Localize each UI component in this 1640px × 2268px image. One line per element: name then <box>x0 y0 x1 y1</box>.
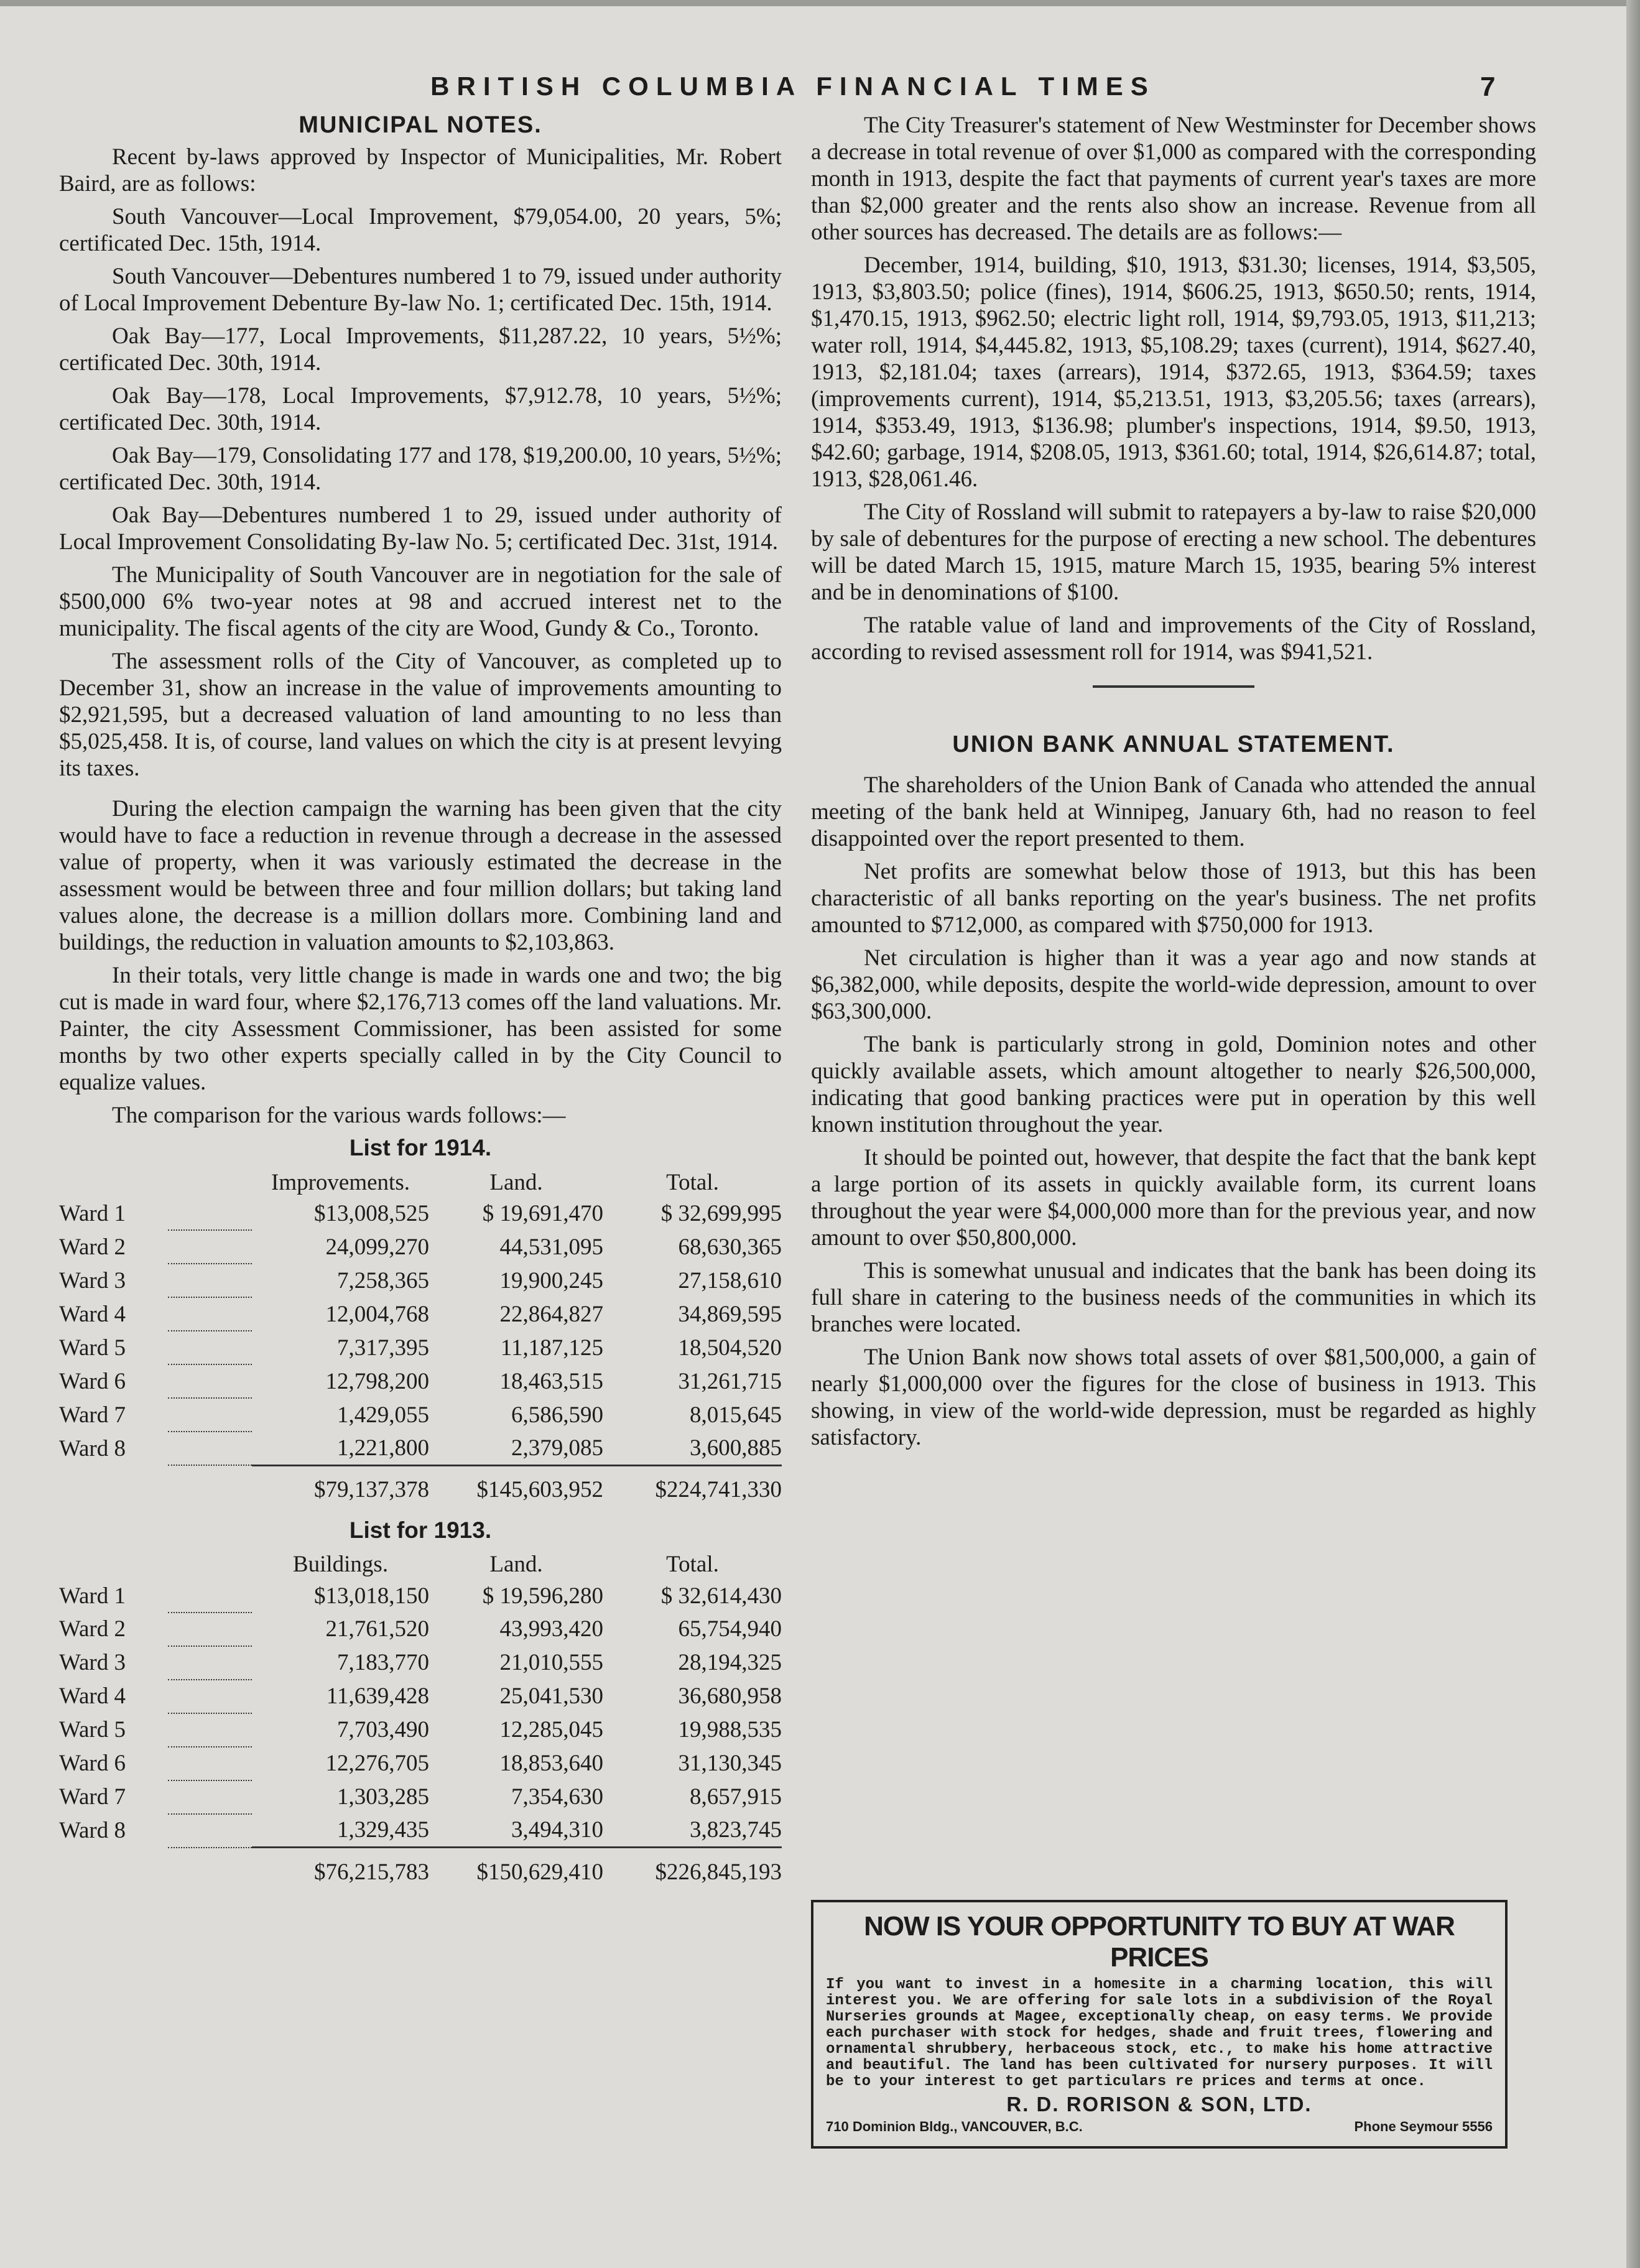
table-row <box>59 1814 782 1848</box>
leader-dots <box>168 1264 252 1297</box>
value-cell: $ 19,691,470 <box>482 1201 603 1226</box>
ad-headline: NOW IS YOUR OPPORTUNITY TO BUY AT WAR PRICES <box>864 1911 1455 1973</box>
value-cell: 34,869,595 <box>678 1301 782 1327</box>
value-cell: 8,657,915 <box>690 1784 782 1810</box>
value-cell: 44,531,095 <box>499 1234 603 1260</box>
paragraph: The ratable value of land and improvements of the City of Rossland, according to revised assessment roll for 1914, was $941,521. <box>811 613 1536 665</box>
leader-dots <box>168 1814 252 1848</box>
value-cell: 19,900,245 <box>499 1267 603 1294</box>
paragraph: The Union Bank now shows total assets of over $81,500,000, a gain of nearly $1,000,000 over the figures for the close of business in 1913. This showing, in view of the world-wide depression, must be regarded as highly satisfactory. <box>811 1345 1536 1450</box>
leader-dots <box>168 1713 252 1747</box>
value-cell: 11,187,125 <box>500 1335 603 1361</box>
value-cell: 31,130,345 <box>678 1751 782 1776</box>
value-cell: 12,276,705 <box>325 1751 429 1776</box>
value-cell: 25,041,530 <box>499 1683 603 1709</box>
col-header: Improvements. <box>271 1169 410 1195</box>
table-row <box>59 1364 782 1398</box>
section-divider <box>1093 685 1254 688</box>
list-1914-title: List for 1914. <box>349 1135 492 1160</box>
value-cell: 21,761,520 <box>325 1616 429 1642</box>
table-1913 <box>59 1550 782 1891</box>
leader-dots <box>168 1432 252 1465</box>
ward-label: Ward 3 <box>59 1650 126 1675</box>
paragraph: Net circulation is higher than it was a year ago and now stands at $6,382,000, while deposits, despite the world-wide depression, amount to over $63,300,000. <box>811 945 1536 1024</box>
running-header: BRITISH COLUMBIA FINANCIAL TIMES <box>430 72 1156 101</box>
leader-dots <box>168 1297 252 1331</box>
total-cell: $76,215,783 <box>252 1848 429 1891</box>
leader-dots <box>168 1580 252 1613</box>
value-cell: 7,258,365 <box>337 1267 429 1294</box>
union-bank-heading: UNION BANK ANNUAL STATEMENT. <box>952 731 1395 757</box>
list-1913-title: List for 1913. <box>349 1517 492 1543</box>
value-cell: 68,630,365 <box>678 1234 782 1260</box>
leader-dots <box>168 1613 252 1646</box>
paragraph: The City Treasurer's statement of New Westminster for December shows a decrease in total revenue of over $1,000 as compared with the corresponding month in 1913, despite the fact that payments of current year's taxes are more than $2,000 greater and the rents also show an increase. Revenue from all other sources has decreased. The details are as follows:— <box>811 113 1536 245</box>
totals-spacer <box>59 1465 252 1509</box>
ward-label: Ward 5 <box>59 1335 126 1361</box>
ward-label: Ward 5 <box>59 1717 126 1743</box>
table-row <box>59 1264 782 1297</box>
totals-row <box>59 1848 782 1891</box>
value-cell: 31,261,715 <box>678 1368 782 1394</box>
totals-row <box>59 1465 782 1509</box>
leader-dots <box>168 1747 252 1780</box>
col-header: Total. <box>666 1169 719 1195</box>
paragraph: It should be pointed out, however, that despite the fact that the bank kept a large portion of its assets in quickly available form, its current loans throughout the year were $4,000,000 more than for the previous year, and now amount to over $50,800,000. <box>811 1145 1536 1251</box>
value-cell: $13,018,150 <box>314 1583 429 1609</box>
value-cell: $ 19,596,280 <box>482 1583 603 1609</box>
paragraph: Oak Bay—Debentures numbered 1 to 29, issued under authority of Local Improvement Consolidating By-law No. 5; certificated Dec. 31st, 1914. <box>59 502 782 555</box>
leader-dots <box>168 1680 252 1713</box>
value-cell: 7,317,395 <box>337 1335 429 1361</box>
paragraph: South Vancouver—Debentures numbered 1 to 79, issued under authority of Local Improvement Debenture By-law No. 1; certificated Dec. 15th, 1914. <box>59 264 782 316</box>
paragraph: The assessment rolls of the City of Vancouver, as completed up to December 31, show an increase in the value of improvements amounting to $2,921,595, but a decreased valuation of land amounting to no less than $5,025,458. It is, of course, land values on which the city is at present levying its taxes. <box>59 649 782 781</box>
ad-address: 710 Dominion Bldg., VANCOUVER, B.C. <box>826 2119 1083 2134</box>
table-row <box>59 1398 782 1432</box>
leader-dots <box>168 1230 252 1264</box>
ward-label: Ward 4 <box>59 1683 126 1709</box>
total-cell: $145,603,952 <box>429 1465 603 1509</box>
leader-dots <box>168 1398 252 1432</box>
municipal-notes-heading: MUNICIPAL NOTES. <box>299 112 542 138</box>
ad-footer <box>826 2119 1493 2135</box>
value-cell: 8,015,645 <box>690 1402 782 1428</box>
leader-dots <box>168 1780 252 1814</box>
table-row <box>59 1747 782 1780</box>
value-cell: 27,158,610 <box>678 1267 782 1294</box>
table-row <box>59 1780 782 1814</box>
value-cell: 36,680,958 <box>678 1683 782 1709</box>
ward-label: Ward 2 <box>59 1616 126 1642</box>
value-cell: 18,853,640 <box>499 1751 603 1776</box>
value-cell: 22,864,827 <box>499 1301 603 1327</box>
value-cell: 43,993,420 <box>499 1616 603 1642</box>
totals-spacer <box>59 1848 252 1891</box>
ward-label: Ward 2 <box>59 1234 126 1260</box>
value-cell: 3,600,885 <box>690 1435 782 1461</box>
table-row <box>59 1197 782 1230</box>
total-cell: $224,741,330 <box>603 1465 782 1509</box>
ward-label: Ward 6 <box>59 1751 126 1776</box>
leader-dots <box>168 1364 252 1398</box>
paragraph: Oak Bay—178, Local Improvements, $7,912.78, 10 years, 5½%; certificated Dec. 30th, 1914. <box>59 383 782 435</box>
value-cell: 12,285,045 <box>499 1717 603 1743</box>
table-row <box>59 1713 782 1747</box>
paragraph: The comparison for the various wards follows:— <box>112 1103 566 1128</box>
table-row <box>59 1613 782 1646</box>
value-cell: $13,008,525 <box>314 1201 429 1226</box>
ward-label: Ward 1 <box>59 1583 126 1609</box>
paragraph: Oak Bay—177, Local Improvements, $11,287.22, 10 years, 5½%; certificated Dec. 30th, 1914. <box>59 323 782 376</box>
table-row <box>59 1331 782 1364</box>
value-cell: 1,221,800 <box>337 1435 429 1461</box>
value-cell: 7,703,490 <box>337 1717 429 1743</box>
value-cell: 7,183,770 <box>337 1650 429 1675</box>
value-cell: 7,354,630 <box>511 1784 603 1810</box>
paragraph: Oak Bay—179, Consolidating 177 and 178, $19,200.00, 10 years, 5½%; certificated Dec. 30th, 1914. <box>59 443 782 495</box>
value-cell: $ 32,699,995 <box>660 1201 782 1226</box>
paragraph: December, 1914, building, $10, 1913, $31.30; licenses, 1914, $3,505, 1913, $3,803.50; police (fines), 1914, $606.25, 1913, $650.50; rents, 1914, $1,470.15, 1913, $962.50; electric light roll, 1914, $9,793.05, 1913, $11,213; water roll, 1914, $4,445.82, 1913, $5,108.29; taxes (current), 1914, $627.40, 1913, $2,181.04; taxes (arrears), 1914, $372.65, 1913, $364.59; taxes (improvements current), 1914, $5,213.51, 1913, $3,205.56; taxes (arrears), 1914, $353.49, 1913, $136.98; plumber's inspections, 1914, $9.50, 1913, $42.60; garbage, 1914, $208.05, 1913, $361.60; total, 1914, $26,614.87; total, 1913, $28,061.46. <box>811 252 1536 492</box>
leader-dots <box>168 1197 252 1230</box>
table-row <box>59 1646 782 1680</box>
paragraph: Recent by-laws approved by Inspector of Municipalities, Mr. Robert Baird, are as follows: <box>59 144 782 197</box>
value-cell: 65,754,940 <box>678 1616 782 1642</box>
table-row <box>59 1230 782 1264</box>
ad-phone: Phone Seymour 5556 <box>1354 2119 1493 2134</box>
page-number: 7 <box>1480 72 1496 102</box>
ward-label: Ward 1 <box>59 1201 126 1226</box>
value-cell: $ 32,614,430 <box>660 1583 782 1609</box>
value-cell: 2,379,085 <box>511 1435 603 1461</box>
ward-label: Ward 8 <box>59 1818 126 1843</box>
leader-dots <box>168 1331 252 1364</box>
col-header: Land. <box>489 1169 543 1195</box>
value-cell: 19,988,535 <box>678 1717 782 1743</box>
ward-label: Ward 7 <box>59 1784 126 1810</box>
table-row <box>59 1580 782 1613</box>
table-row <box>59 1680 782 1713</box>
value-cell: 12,798,200 <box>325 1368 429 1394</box>
ad-body: If you want to invest in a homesite in a charming location, this will interest you. We are offering for sale lots in a subdivision of the Royal Nurseries grounds at Magee, exceptionally cheap, on easy terms. We provide each purchaser with stock for hedges, shade and fruit trees, flowering and ornamental shrubbery, herbaceous stock, etc., to make his home attractive and beautiful. The land has been cultivated for nursery purposes. It will be to your interest to get particulars re prices and terms at once. <box>826 1976 1493 2090</box>
value-cell: 6,586,590 <box>511 1402 603 1428</box>
value-cell: 28,194,325 <box>678 1650 782 1675</box>
advertisement-box <box>811 1900 1508 2149</box>
total-cell: $79,137,378 <box>252 1465 429 1509</box>
col-header: Total. <box>666 1552 719 1577</box>
leader-dots <box>168 1646 252 1680</box>
table-row <box>59 1432 782 1465</box>
col-header: Buildings. <box>292 1552 389 1577</box>
value-cell: 18,463,515 <box>499 1368 603 1394</box>
table-row <box>59 1297 782 1331</box>
right-column <box>811 112 1536 1457</box>
paragraph: This is somewhat unusual and indicates that the bank has been doing its full share in catering to the business needs of the communities in which its branches were located. <box>811 1258 1536 1337</box>
value-cell: 1,329,435 <box>337 1817 429 1843</box>
total-cell: $150,629,410 <box>429 1848 603 1891</box>
value-cell: 1,303,285 <box>337 1784 429 1810</box>
paragraph: The City of Rossland will submit to ratepayers a by-law to raise $20,000 by sale of debentures for the purpose of erecting a new school. The debentures will be dated March 15, 1915, mature March 15, 1935, bearing 5% interest and be in denominations of $100. <box>811 499 1536 605</box>
value-cell: 3,823,745 <box>690 1817 782 1843</box>
ward-label: Ward 6 <box>59 1368 126 1394</box>
paragraph: The Municipality of South Vancouver are in negotiation for the sale of $500,000 6% two-year notes at 98 and accrued interest net to the municipality. The fiscal agents of the city are Wood, Gundy & Co., Toronto. <box>59 562 782 641</box>
binding-edge <box>1626 0 1640 2268</box>
paragraph: The bank is particularly strong in gold, Dominion notes and other quickly available assets, which amount altogether to nearly $26,500,000, indicating that good banking practices were put in operation by this well known institution throughout the year. <box>811 1032 1536 1137</box>
table-1914 <box>59 1167 782 1509</box>
value-cell: 3,494,310 <box>511 1817 603 1843</box>
ward-label: Ward 3 <box>59 1267 126 1294</box>
value-cell: 1,429,055 <box>337 1402 429 1428</box>
paragraph: The shareholders of the Union Bank of Canada who attended the annual meeting of the bank held at Winnipeg, January 6th, had no reason to feel disappointed over the report presented to them. <box>811 772 1536 851</box>
left-column <box>59 112 782 1891</box>
paragraph: Net profits are somewhat below those of 1913, but this has been characteristic of all banks reporting on the year's business. The net profits amounted to $712,000, as compared with $750,000 for 1913. <box>811 859 1536 938</box>
value-cell: 12,004,768 <box>325 1301 429 1327</box>
top-edge <box>0 0 1640 6</box>
ward-label: Ward 8 <box>59 1435 126 1461</box>
ward-label: Ward 7 <box>59 1402 126 1428</box>
value-cell: 24,099,270 <box>325 1234 429 1260</box>
total-cell: $226,845,193 <box>603 1848 782 1891</box>
col-header: Land. <box>489 1552 543 1577</box>
value-cell: 21,010,555 <box>499 1650 603 1675</box>
value-cell: 18,504,520 <box>678 1335 782 1361</box>
ward-label: Ward 4 <box>59 1301 126 1327</box>
page-sheet <box>0 6 1626 2268</box>
paragraph: South Vancouver—Local Improvement, $79,054.00, 20 years, 5%; certificated Dec. 15th, 1914. <box>59 204 782 256</box>
value-cell: 11,639,428 <box>326 1683 429 1709</box>
ad-company: R. D. RORISON & SON, LTD. <box>1006 2093 1312 2116</box>
paragraph: In their totals, very little change is made in wards one and two; the big cut is made in ward four, where $2,176,713 comes off the land valuations. Mr. Painter, the city Assessment Commissioner, has been assisted for some months by two other experts specially called in by the City Council to equalize values. <box>59 963 782 1095</box>
paragraph: During the election campaign the warning has been given that the city would have to face a reduction in revenue through a decrease in the assessed value of property, when it was variously estimated the decrease in the assessment would be between three and four million dollars; but taking land values alone, the decrease is a million dollars more. Combining land and buildings, the reduction in valuation amounts to $2,103,863. <box>59 796 782 955</box>
